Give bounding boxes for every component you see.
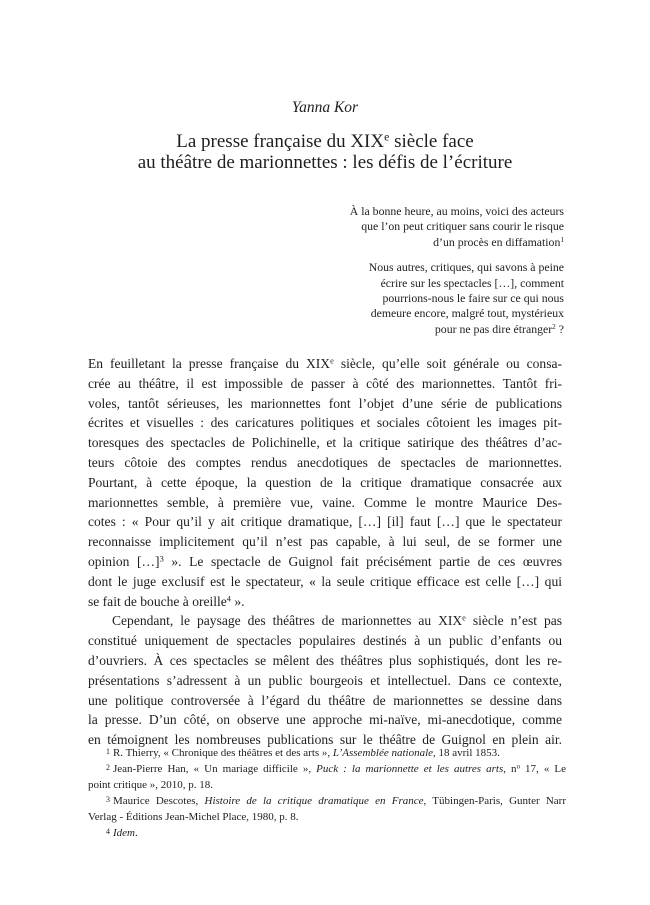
epigraph-line: pourrions-nous le faire sur ce qui nous <box>382 291 564 306</box>
text: ». <box>231 593 245 609</box>
text-line: constitué uniquement de spectacles populaires destinés à un public d’enfants ou <box>88 633 562 649</box>
text: En feuilletant la presse française du XIX <box>88 356 331 371</box>
epigraph-2 <box>264 260 564 337</box>
footnote-1 <box>88 745 566 761</box>
text-line: teurs côtoie des comptes rendus anecdotiques de spectacles de marionnettes. <box>88 454 562 470</box>
text-line <box>88 592 562 612</box>
footnote-text: 17, « Le <box>519 763 566 775</box>
text-line: toresques des spectacles de Polichinelle, et la critique satirique des théâtres d’ac- <box>88 435 562 451</box>
footnote-ref[interactable]: 3 <box>159 554 164 564</box>
text-line: reconnaisse implicitement qu’il n’est pas capable, à lui seul, de se former une <box>88 534 562 550</box>
epigraph-line: Nous autres, critiques, qui savons à peine <box>368 260 564 275</box>
text-line: la presse. D’un côté, on observe une approche mi-naïve, mi-anecdotique, comme <box>88 712 562 728</box>
text: siècle n’est pas <box>465 613 562 629</box>
footnote-line <box>88 793 566 809</box>
footnote-text: , 18 avril 1853. <box>433 747 500 759</box>
superscript: o <box>516 763 520 771</box>
footnote-number: 2 <box>106 762 110 772</box>
footnote-text: Maurice Descotes, <box>112 795 205 807</box>
footnote-ref[interactable]: 2 <box>552 321 556 331</box>
text: siècle, qu’elle soit générale ou consa- <box>333 356 562 371</box>
epigraph-text: ? <box>555 321 564 336</box>
text-line: cotes : « Pour qu’il y ait critique dramatique, […] [il] faut […] que le spectateur <box>88 514 562 530</box>
footnote-italic: Puck : la marionnette et les autres arts <box>316 763 504 775</box>
title-text: siècle face <box>389 131 474 152</box>
epigraph-text: pour ne pas dire étranger <box>434 321 553 336</box>
text: ». Le spectacle de Guignol fait précisément partie de ces œuvres <box>163 553 563 569</box>
footnote-text: R. Thierry, « Chronique des théâtres et des arts », <box>112 747 333 759</box>
text-line: en témoignent les nombreuses publications sur le théâtre de Guignol en plein air. <box>88 732 562 748</box>
text-line <box>88 354 562 374</box>
footnote-line <box>88 825 566 841</box>
footnote-line: point critique », 2010, p. 18. <box>88 779 213 791</box>
superscript: e <box>462 613 466 623</box>
epigraph-line: demeure encore, malgré tout, mystérieux <box>370 306 564 321</box>
text: se fait de bouche à oreille <box>88 593 227 609</box>
superscript: e <box>330 356 334 366</box>
epigraph-text: d’un procès en diffamation <box>433 234 561 249</box>
title-superscript: e <box>384 130 390 144</box>
footnote-number: 3 <box>106 794 110 804</box>
footnote-line: Verlag - Éditions Jean-Michel Place, 1980, p. 8. <box>88 811 299 823</box>
footnote-4 <box>88 825 566 841</box>
footnotes <box>88 745 566 841</box>
body-text <box>88 354 562 750</box>
title-text: La presse française du XIX <box>176 131 385 152</box>
footnote-number: 1 <box>106 746 110 756</box>
footnote-ref[interactable]: 4 <box>226 593 231 603</box>
footnote-ref[interactable]: 1 <box>560 234 564 244</box>
text-line: écrites et visuelles : des caricatures politiques et sociales côtoient les images pit- <box>88 415 562 431</box>
footnote-number: 4 <box>106 826 110 836</box>
footnote-text: . <box>134 827 138 839</box>
epigraph-line <box>264 322 564 337</box>
footnote-line <box>88 745 566 761</box>
footnote-3 <box>88 793 566 825</box>
footnote-italic: Histoire de la critique dramatique en France <box>204 795 424 807</box>
footnote-italic: Idem <box>112 827 135 839</box>
paragraph-1 <box>88 354 562 611</box>
title-line-1 <box>0 131 650 152</box>
footnote-2 <box>88 761 566 793</box>
text-line <box>88 552 562 572</box>
epigraph-line <box>264 235 564 250</box>
chapter-title <box>0 131 650 173</box>
title-line-2: au théâtre de marionnettes : les défis de l’écriture <box>137 152 513 173</box>
text-line: crée au théâtre, il est impossible de passer à côté des marionnettes. Tantôt fri- <box>88 375 562 391</box>
text: Cependant, le paysage des théâtres de marionnettes au XIX <box>112 613 463 629</box>
text: opinion […] <box>88 553 160 569</box>
footnote-line <box>88 761 566 777</box>
text-line: une politique controversée à l’égard du théâtre de marionnettes se dessine dans <box>88 692 562 708</box>
epigraph-line: que l’on peut critiquer sans courir le risque <box>361 219 564 234</box>
epigraphs <box>264 204 564 347</box>
text-line: dont le juge exclusif est le spectateur, « la seule critique efficace est celle […] qui <box>88 573 562 589</box>
text-line: Pourtant, à cette époque, la question de la critique dramatique consacrée aux <box>88 474 562 490</box>
text-line: d’ouvriers. À ces spectacles se mêlent des théâtres plus sophistiqués, dont les re- <box>88 652 562 668</box>
text-line: voles, tantôt sérieuses, les marionnettes font l’objet d’une série de publications <box>88 395 562 411</box>
paragraph-2 <box>88 611 562 750</box>
text-line <box>88 611 562 631</box>
footnote-text: , n <box>503 763 517 775</box>
epigraph-line: écrire sur les spectacles […], comment <box>380 275 564 290</box>
chapter-author: Yanna Kor <box>291 99 359 116</box>
epigraph-1 <box>264 204 564 250</box>
text-line: marionnettes semble, à première vue, vaine. Comme le montre Maurice Des- <box>88 494 562 510</box>
footnote-italic: L’Assemblée nationale <box>332 747 434 759</box>
text-line: présentations s’adressent à un public bourgeois et intellectuel. Dans ce contexte, <box>88 672 562 688</box>
epigraph-line: À la bonne heure, au moins, voici des acteurs <box>349 204 564 218</box>
footnote-text: , Tübingen-Paris, Gunter Narr <box>423 795 567 807</box>
footnote-text: Jean-Pierre Han, « Un mariage difficile », <box>112 763 317 775</box>
